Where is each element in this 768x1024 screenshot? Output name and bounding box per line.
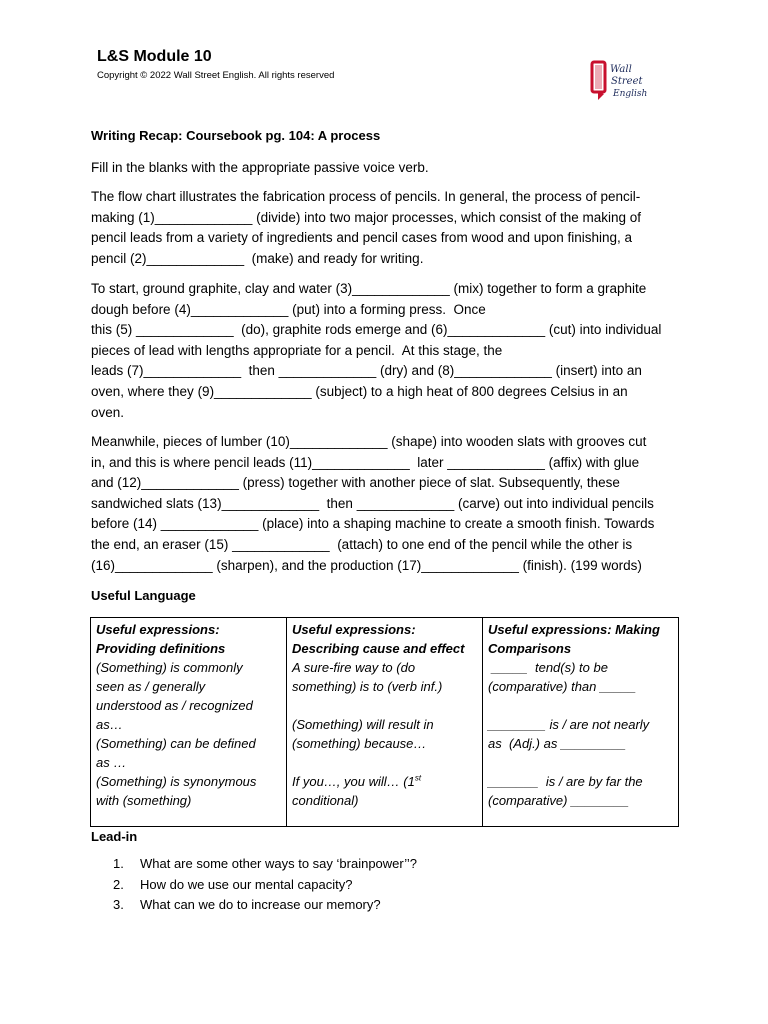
expression-line: (Something) is commonly: [96, 660, 243, 675]
expression-line: as …: [96, 755, 127, 770]
expression-line: ________ is / are not nearly: [488, 717, 650, 732]
blank-line: [292, 696, 477, 715]
list-item: [113, 856, 417, 877]
expression-line: seen as / generally: [96, 679, 206, 694]
comparisons-column: [483, 618, 679, 827]
expression-line: as…: [96, 717, 123, 732]
list-item: [113, 877, 417, 898]
expression-line: (comparative) than _____: [488, 679, 637, 694]
item-number: 3.: [113, 897, 124, 912]
paragraph-line: dough before (4)_____________ (put) into a forming press. Once: [91, 301, 486, 317]
paragraph-line: before (14) _____________ (place) into a shaping machine to create a smooth finish. Towards: [91, 516, 655, 532]
paragraph-line: making (1)_____________ (divide) into two major processes, which consist of the making of: [91, 209, 642, 225]
expression-line: _______ is / are by far the: [488, 774, 643, 789]
paragraph-line: and (12)_____________ (press) together with another piece of slat. Subsequently, these: [91, 475, 620, 491]
list-item: [113, 897, 417, 918]
expression-line: (something) because…: [292, 736, 427, 751]
lead-in-questions: [113, 856, 417, 918]
blank-line: [488, 753, 673, 772]
paragraph-1: [91, 187, 681, 269]
instruction-text: Fill in the blanks with the appropriate passive voice verb.: [91, 160, 429, 175]
paragraph-line: The flow chart illustrates the fabrication process of pencils. In general, the process of pencil-: [91, 189, 641, 204]
wall-street-english-logo: [588, 58, 648, 106]
useful-language-heading: Useful Language: [91, 588, 196, 603]
expression-line: (comparative) ________: [488, 793, 629, 808]
svg-text:English: English: [613, 89, 648, 99]
question-text: What are some other ways to say ‘brainpower’’?: [140, 856, 417, 871]
writing-recap-heading: Writing Recap: Coursebook pg. 104: A process: [91, 128, 381, 143]
column-heading: Useful expressions:: [96, 622, 220, 637]
blank-line: [488, 696, 673, 715]
paragraph-line: (16)_____________ (sharpen), and the production (17)_____________ (finish). (199 words): [91, 557, 642, 573]
paragraph-line: pieces of lead with lengths appropriate for a pencil. At this stage, the: [91, 342, 503, 358]
expression-text: If you…, you will… (1: [292, 774, 415, 789]
svg-text:Wall: Wall: [610, 64, 632, 75]
paragraph-2: [91, 279, 681, 423]
paragraph-line: the end, an eraser (15) _____________ (attach) to one end of the pencil while the other is: [91, 536, 633, 552]
cause-effect-column: [287, 618, 483, 827]
paragraph-line: oven.: [91, 404, 125, 420]
lead-in-heading: Lead-in: [91, 829, 138, 844]
question-text: How do we use our mental capacity?: [140, 876, 353, 892]
copyright-notice: Copyright © 2022 Wall Street English. All rights reserved: [97, 70, 335, 81]
paragraph-line: in, and this is where pencil leads (11)_____________ later _____________ (affix) with glue: [91, 454, 640, 470]
paragraph-line: leads (7)_____________ then _____________ (dry) and (8)_____________ (insert) into an: [91, 363, 642, 379]
expression-line: [292, 772, 477, 791]
blank-line: [292, 753, 477, 772]
item-number: 1.: [113, 856, 124, 871]
paragraph-3: [91, 432, 681, 576]
expression-line: A sure-fire way to (do: [292, 660, 416, 675]
module-title: L&S Module 10: [97, 48, 212, 65]
ordinal-superscript: st: [414, 773, 422, 783]
expression-line: (Something) will result in: [292, 717, 434, 732]
paragraph-line: sandwiched slats (13)_____________ then _____________ (carve) out into individual pencils: [91, 495, 654, 511]
expression-line: with (something): [96, 793, 192, 808]
column-heading: Useful expressions:: [292, 622, 416, 637]
svg-text:Street: Street: [611, 76, 643, 87]
paragraph-line: pencil (2)_____________ (make) and ready for writing.: [91, 250, 424, 266]
question-text: What can we do to increase our memory?: [140, 897, 381, 912]
paragraph-line: this (5) _____________ (do), graphite rods emerge and (6)_____________ (cut) into individual: [91, 322, 662, 338]
column-heading: Describing cause and effect: [292, 641, 465, 656]
useful-language-table: [90, 617, 679, 827]
column-heading: Providing definitions: [96, 641, 226, 656]
expression-line: (Something) is synonymous: [96, 774, 257, 789]
expression-line: _____ tend(s) to be: [488, 660, 608, 675]
expression-line: as (Adj.) as _________: [488, 736, 627, 751]
expression-line: conditional): [292, 793, 359, 808]
definitions-column: [91, 618, 287, 827]
column-heading: Comparisons: [488, 641, 572, 656]
item-number: 2.: [113, 876, 124, 892]
paragraph-line: oven, where they (9)_____________ (subject) to a high heat of 800 degrees Celsius in an: [91, 383, 628, 399]
paragraph-line: pencil leads from a variety of ingredients and pencil cases from wood and upon finishing, a: [91, 230, 633, 246]
column-heading: Useful expressions: Making: [488, 622, 660, 637]
expression-line: (Something) can be defined: [96, 736, 256, 751]
paragraph-line: To start, ground graphite, clay and water (3)_____________ (mix) together to form a graphite: [91, 281, 647, 296]
paragraph-line: Meanwhile, pieces of lumber (10)_____________ (shape) into wooden slats with grooves cut: [91, 434, 647, 449]
expression-line: understood as / recognized: [96, 698, 253, 713]
expression-line: something) is to (verb inf.): [292, 679, 443, 694]
